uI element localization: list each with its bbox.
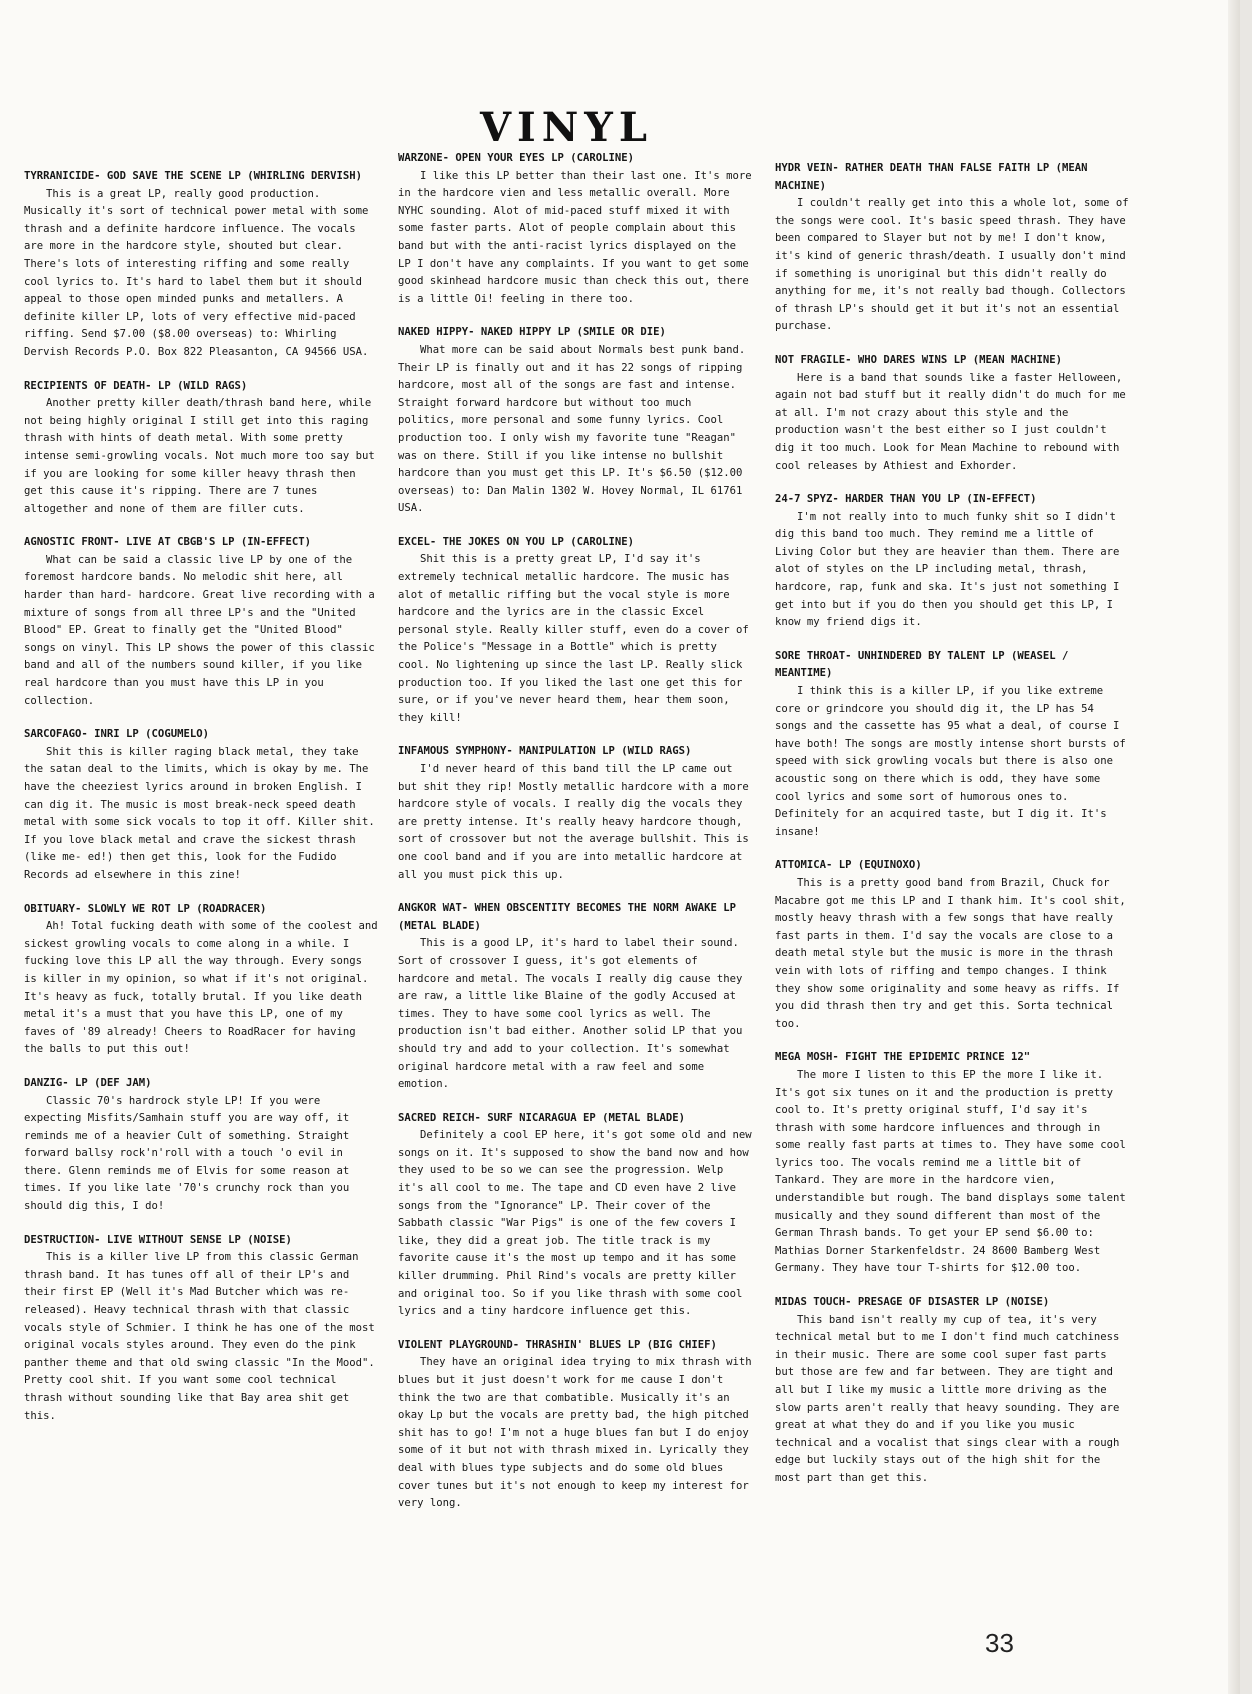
review (398, 1337, 753, 1513)
review (775, 1049, 1130, 1278)
page-title: VINYL (480, 104, 653, 151)
review-heading: DANZIG- LP (DEF JAM) (24, 1076, 152, 1089)
review (398, 534, 753, 728)
review (775, 857, 1130, 1033)
review-body: Another pretty killer death/thrash band here, while not being highly original I still get into this raging thrash with hints of death metal. With some pretty intense semi-growling vocals. Not much more too say but if you are looking for some killer heavy thrash then get this cause it's ripping. There are 7 tunes altogether and none of them are filler cuts. (24, 397, 375, 515)
review-body: This is a pretty good band from Brazil, Chuck for Macabre got me this LP and I thank him. It's cool shit, mostly heavy thrash with a few songs that have really fast parts in them. I'd say the vocals are close to a death metal style but the music is more in the thrash vein with lots of riffing and tempo changes. I think they show some originality and some heavy as riffs. If you did thrash then try and get this. Sorta technical too. (775, 876, 1126, 1030)
review-heading: AGNOSTIC FRONT- LIVE AT CBGB'S LP (IN-EFFECT) (24, 536, 312, 549)
review-heading: WARZONE- OPEN YOUR EYES LP (CAROLINE) (398, 152, 634, 164)
review-body: Here is a band that sounds like a faster Helloween, again not bad stuff but it really didn't do much for me at all. I'm not crazy about this style and the production wasn't the best either so I just couldn't dig it too much. Look for Mean Machine to rebound with cool releases by Athiest and Exhorder. (775, 371, 1126, 472)
review-heading: DESTRUCTION- LIVE WITHOUT SENSE LP (NOISE) (24, 1233, 292, 1246)
review-body: Definitely a cool EP here, it's got some old and new songs on it. It's supposed to show the band now and how they used to be so we can see the progression. Welp it's all cool to me. The tape and CD even have 2 live songs from the "Ignorance" LP. Their cover of the Sabbath classic "War Pigs" is one of the few covers I like, they did a great job. The title track is my favorite cause it's the most up tempo and it has some killer drumming. Phil Rind's vocals are pretty killer and original too. So if you like thrash with some cool lyrics and a tiny hardcore influence get this. (398, 1129, 752, 1318)
review (398, 743, 753, 884)
review (24, 534, 379, 710)
review-body: I think this is a killer LP, if you like extreme core or grindcore you should dig it, the LP has 54 songs and the cassette has 95 what a deal, of course I have both! The songs are mostly intense short bursts of speed with sick growling vocals but there is also one acoustic song on there which is odd, they have some cool lyrics and some sort of humorous ones to. Definitely for an acquired taste, but I dig it. It's insane! (775, 685, 1126, 838)
review (24, 378, 379, 519)
review-body: This band isn't really my cup of tea, it's very technical metal but to me I don't find much catchiness in their music. There are some cool super fast parts but those are few and far between. They are tight and all but I like my music a little more driving as the slow parts aren't really that heavy sounding. They are great at what they do and if you like you music technical and a vocalist that sings clear with a rough edge but luckily stays out of the high shit for the most part than get this. (775, 1313, 1120, 1484)
review-heading: ANGKOR WAT- WHEN OBSCENTITY BECOMES THE NORM AWAKE LP (METAL BLADE) (398, 902, 737, 932)
review-body: This is a great LP, really good production. Musically it's sort of technical power metal with some thrash and a definite hardcore influence. The vocals are more in the hardcore style, shouted but clear. There's lots of interesting riffing and some really cool lyrics to. It's hard to label them but it should appeal to those open minded punks and metallers. A definite killer LP, lots of very effective mid-paced riffing. Send $7.00 ($8.00 overseas) to: Whirling Dervish Records P.O. Box 822 Pleasanton, CA 94566 USA. (24, 187, 369, 358)
review-body: I like this LP better than their last one. It's more in the hardcore vien and less metallic overall. More NYHC sounding. Alot of mid-paced stuff mixed it with some faster parts. Alot of people complain about this band but with the anti-racist lyrics displayed on the LP I don't have any complaints. If you want to get some good skinhead hardcore music than check this out, there is a little Oi! feeling in there too. (398, 169, 752, 305)
review-body: I'd never heard of this band till the LP came out but shit they rip! Mostly metallic hardcore with a more hardcore style of vocals. I really dig the vocals they are pretty intense. It's really heavy hardcore though, sort of crossover but not the average bullshit. This is one cool band and if you are into metallic hardcore at all you must pick this up. (398, 763, 749, 881)
review (24, 1075, 379, 1216)
review (775, 352, 1130, 475)
review-heading: EXCEL- THE JOKES ON YOU LP (CAROLINE) (398, 535, 634, 548)
page-number: 33 (985, 1628, 1014, 1658)
review (24, 726, 379, 884)
review (398, 1110, 753, 1321)
review-body: They have an original idea trying to mix thrash with blues but it just doesn't work for me cause I don't think the two are that combatible. Musically it's an okay Lp but the vocals are pretty bad, the high pitched shit has to go! I'm not a huge blues fan but I do enjoy some of it but not with thrash mixed in. Lyrically they deal with blues type subjects and do some old blues cover tunes but it's not enough to keep my interest for very long. (398, 1356, 752, 1510)
review-body: This is a killer live LP from this classic German thrash band. It has tunes off all of their LP's and their first EP (Well it's Mad Butcher which was re-released). Heavy technical thrash with that classic vocals style of Schmier. I think he has one of the most original vocals styles around. They even do the pink panther theme and that old swing classic "In the Mood". Pretty cool shit. If you want some cool technical thrash without sounding like that Bay area shit get this. (24, 1251, 375, 1422)
review-column-1 (24, 168, 379, 1441)
review-column-3 (775, 160, 1130, 1504)
review-heading: RECIPIENTS OF DEATH- LP (WILD RAGS) (24, 379, 248, 392)
review (24, 901, 379, 1059)
review-heading: OBITUARY- SLOWLY WE ROT LP (ROADRACER) (24, 902, 267, 915)
review (775, 491, 1130, 632)
review-body: What more can be said about Normals best punk band. Their LP is finally out and it has 22 songs of ripping hardcore, most all of the songs are fast and intense. Straight forward hardcore but without too much politics, more personal and some funny lyrics. Cool production too. I only wish my favorite tune "Reagan" was on there. Still if you like intense no bullshit hardcore than you must get this LP. It's $6.50 ($12.00 overseas) to: Dan Malin 1302 W. Hovey Normal, IL 61761 USA. (398, 343, 746, 515)
review-heading: INFAMOUS SYMPHONY- MANIPULATION LP (WILD RAGS) (398, 745, 692, 758)
review-body: Classic 70's hardrock style LP! If you were expecting Misfits/Samhain stuff you are way off, it reminds me of a heavier Cult of something. Straight forward ballsy rock'n'roll with a touch 'o evil in there. Glenn reminds me of Elvis for some reason at times. If you like late '70's crunchy rock than you should dig this, I do! (24, 1094, 350, 1213)
review-body: Shit this is a pretty great LP, I'd say it's extremely technical metallic hardcore. The music has alot of metallic riffing but the vocal style is more hardcore and the lyrics are in the classic Excel personal style. Really killer stuff, even do a cover of the Police's "Message in a Bottle" which is pretty cool. No lightening up since the last LP. Really slick production too. If you liked the last one get this for sure, or if you've never heard them, hear them soon, they kill! (398, 553, 749, 724)
review (398, 900, 753, 1094)
review-heading: SORE THROAT- UNHINDERED BY TALENT LP (WEASEL / MEANTIME) (775, 649, 1069, 680)
review (398, 150, 753, 308)
review-heading: MIDAS TOUCH- PRESAGE OF DISASTER LP (NOISE) (775, 1296, 1050, 1309)
review-column-2 (398, 150, 753, 1529)
review-body: What can be said a classic live LP by one of the foremost hardcore bands. No melodic shit here, all harder than hard- hardcore. Great live recording with a mixture of songs from all three LP's and the "United Blood" EP. Great to finally get the "United Blood" songs on vinyl. This LP shows the power of this classic band and all of the numbers sound killer, if you like real hardcore than you must have this LP in you collection. (24, 553, 375, 707)
review-body: I couldn't really get into this a whole lot, some of the songs were cool. It's basic speed thrash. They have been compared to Slayer but not by me! I don't know, it's kind of generic thrash/death. I usually don't mind if something is unoriginal but this didn't really do anything for me, it's not really bad though. Collectors of thrash LP's should get it but it's not an essential purchase. (775, 197, 1129, 333)
review-heading: NOT FRAGILE- WHO DARES WINS LP (MEAN MACHINE) (775, 353, 1063, 366)
review (24, 168, 379, 362)
review (775, 160, 1130, 336)
review (775, 648, 1130, 842)
review-heading: SARCOFAGO- INRI LP (COGUMELO) (24, 728, 209, 741)
review-heading: TYRRANICIDE- GOD SAVE THE SCENE LP (WHIRLING DERVISH) (24, 170, 363, 182)
review (775, 1294, 1130, 1488)
review-heading: NAKED HIPPY- NAKED HIPPY LP (SMILE OR DIE) (398, 326, 666, 339)
review-heading: SACRED REICH- SURF NICARAGUA EP (METAL BLADE) (398, 1111, 686, 1124)
review-body: Ah! Total fucking death with some of the coolest and sickest growling vocals to come along in a while. I fucking love this LP all the way through. Every songs is killer in my opinion, so what if it's not original. It's heavy as fuck, totally brutal. If you like death metal it's a must that you have this LP, one of my faves of '89 already! Cheers to RoadRacer for having the balls to put this out! (24, 920, 378, 1056)
review-heading: HYDR VEIN- RATHER DEATH THAN FALSE FAITH LP (MEAN MACHINE) (775, 162, 1088, 192)
review-body: The more I listen to this EP the more I like it. It's got six tunes on it and the production is pretty cool to. It's pretty original stuff, I'd say it's thrash with some hardcore influences and through in some really fast parts at times to. They have some cool lyrics too. The vocals remind me a little bit of Tankard. They are more in the hardcore vien, understandible but rough. The band displays some talent musically and they sound different than most of the German Thrash bands. To get your EP send $6.00 to: Mathias Dorner Starkenfeldstr. 24 8600 Bamberg West Germany. They have tour T-shirts for $12.00 too. (775, 1068, 1126, 1275)
review-heading: VIOLENT PLAYGROUND- THRASHIN' BLUES LP (BIG CHIEF) (398, 1338, 717, 1351)
review-body: Shit this is killer raging black metal, they take the satan deal to the limits, which is okay by me. The have the cheeziest lyrics around in broken English. I can dig it. The music is most break-neck speed death metal with some sick vocals to top it off. Killer shit. If you love black metal and crave the sickest thrash (like me- ed!) then get this, look for the Fudido Records ad elsewhere in this zine! (24, 745, 375, 881)
review-heading: 24-7 SPYZ- HARDER THAN YOU LP (IN-EFFECT) (775, 493, 1037, 506)
page-edge-shadow (1228, 0, 1240, 1694)
review-body: This is a good LP, it's hard to label their sound. Sort of crossover I guess, it's got elements of hardcore and metal. The vocals I really dig cause they are raw, a little like Blaine of the godly Accused at times. They to have some cool lyrics as well. The production isn't bad either. Another solid LP that you should try and add to your collection. It's somewhat original hardcore metal with a raw feel and some emotion. (398, 937, 743, 1091)
review (24, 1232, 379, 1426)
review-heading: MEGA MOSH- FIGHT THE EPIDEMIC PRINCE 12" (775, 1051, 1031, 1064)
review (398, 324, 753, 518)
review-heading: ATTOMICA- LP (EQUINOXO) (775, 859, 922, 872)
review-body: I'm not really into to much funky shit so I didn't dig this band too much. They remind me a little of Living Color but they are heavier than them. There are alot of styles on the LP including metal, thrash, hardcore, rap, funk and ska. It's just not something I get into but if you do then you should get this LP, I know my friend digs it. (775, 510, 1120, 629)
